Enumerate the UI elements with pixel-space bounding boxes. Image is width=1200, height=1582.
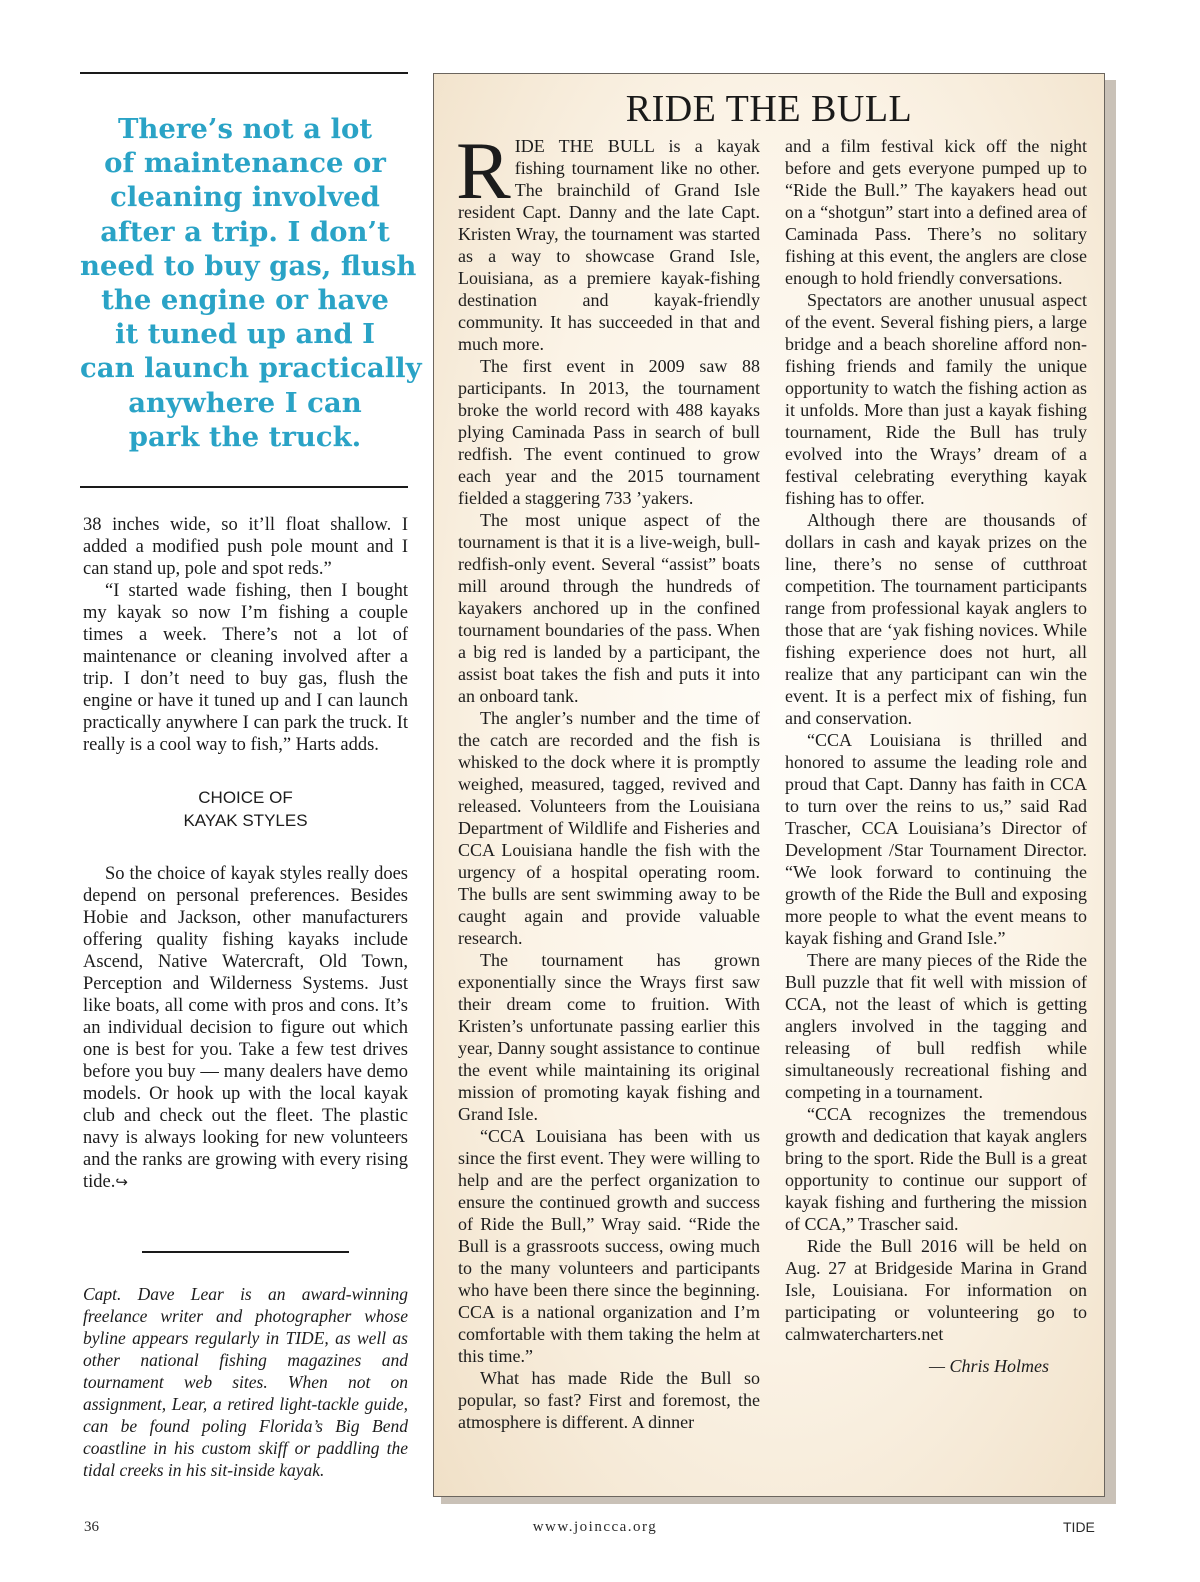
top-rule bbox=[80, 72, 408, 74]
sidebar-paragraph: The tournament has grown exponentially since the Wrays first saw their dream come to fruition. With Kristen’s unfortunate passing earlier this year, Danny sought assistance to continue the event while maintaining its original mission of promoting kayak fishing and Grand Isle. bbox=[458, 950, 760, 1124]
article-paragraph: 38 inches wide, so it’ll float shallow. I added a modified push pole mount and I can stand up, pole and spot reds.” bbox=[83, 515, 408, 579]
sidebar-paragraph: “CCA recognizes the tremendous growth and dedication that kayak anglers bring to the sport. Ride the Bull is a great opportunity to continue our support of kayak fishing and furthering the mission of CCA,” Trascher said. bbox=[785, 1104, 1087, 1234]
subhead-line: KAYAK STYLES bbox=[183, 811, 308, 830]
pull-quote-line: the engine or have bbox=[101, 284, 389, 317]
pull-quote-line: There’s not a lot bbox=[117, 113, 373, 145]
magazine-name: TIDE bbox=[1063, 1519, 1095, 1535]
main-article-column bbox=[83, 514, 408, 1194]
pull-quote-line: park the truck. bbox=[128, 420, 362, 453]
pull-quote-line: after a trip. I don’t bbox=[100, 215, 390, 248]
author-bio: Capt. Dave Lear is an award-winning freelance writer and photographer whose byline appears regularly in TIDE, as well as other national fishing magazines and tournament web sites. When not on assignment, Lear, a retired light-tackle guide, can be found poling Florida’s Big Bend coastline in his custom skiff or paddling the tidal creeks in his sit-inside kayak. bbox=[83, 1284, 408, 1480]
article-paragraph: “I started wade fishing, then I bought my kayak so now I’m fishing a couple times a week. There’s not a lot of maintenance or cleaning involved after a trip. I don’t need to buy gas, flush the engine or have it tuned up and I can launch practically anywhere I can park the truck. It really is a cool way to fish,” Harts adds. bbox=[83, 581, 408, 755]
pull-quote bbox=[80, 112, 422, 454]
sidebar-paragraph: There are many pieces of the Ride the Bull puzzle that fit well with mission of CCA, not the least of which is getting anglers involved in the tagging and releasing of bull redfish while simultaneously recreational fishing and competing in a tournament. bbox=[785, 950, 1087, 1102]
sidebar-column-1 bbox=[456, 125, 760, 1433]
article-paragraph bbox=[83, 863, 408, 1194]
bio-divider-rule bbox=[142, 1251, 349, 1253]
sidebar-paragraph: The most unique aspect of the tournament is that it is a live-weigh, bull-redfish-only event. Several “assist” boats mill around through the hundreds of kayakers anchored up in the confined tournament boundaries of the pass. When a big red is landed by a participant, the assist boat takes the fish and puts it into an onboard tank. bbox=[458, 510, 760, 706]
sidebar-paragraph: Ride the Bull 2016 will be held on Aug. 27 at Bridgeside Marina in Grand Isle, Louisiana. For information on participating or volunteering go to calmwatercharters.net bbox=[785, 1236, 1087, 1344]
pull-quote-line: it tuned up and I bbox=[115, 318, 375, 351]
pull-quote-line: can launch practically bbox=[80, 352, 422, 385]
end-mark-icon: ↪ bbox=[115, 1175, 128, 1191]
drop-cap: R bbox=[456, 125, 511, 216]
section-subhead bbox=[83, 786, 408, 832]
sidebar-title: RIDE THE BULL bbox=[625, 88, 913, 130]
footer-url: www.joincca.org bbox=[532, 1519, 658, 1535]
sidebar-paragraph: “CCA Louisiana is thrilled and honored to assume the leading role and proud that Capt. Danny has faith in CCA to turn over the reins to us,” said Rad Trascher, CCA Louisiana’s Director of Development /Star Tournament Director. “We look forward to continuing the growth of the Ride the Bull and exposing more people to what the event means to kayak fishing and Grand Isle.” bbox=[785, 730, 1087, 948]
sidebar-paragraph: The first event in 2009 saw 88 participants. In 2013, the tournament broke the world record with 488 kayaks plying Caminada Pass in search of bull redfish. The event continued to grow each year and the 2015 tournament fielded a staggering 733 ’yakers. bbox=[458, 356, 760, 508]
pull-quote-line: of maintenance or bbox=[104, 147, 386, 180]
sidebar-byline: — Chris Holmes bbox=[928, 1356, 1049, 1376]
sidebar-paragraph: The angler’s number and the time of the catch are recorded and the fish is whisked to the dock where it is promptly weighed, measured, tagged, revived and released. Volunteers from the Louisiana Department of Wildlife and Fisheries and CCA Louisiana handle the fish with the urgency of a hospital operating room. The bulls are sent swimming away to be caught again and provide valuable research. bbox=[458, 708, 760, 948]
pull-quote-line: cleaning involved bbox=[110, 181, 380, 214]
sidebar-paragraph: “CCA Louisiana has been with us since the first event. They were willing to help and are the perfect organization to ensure the continued growth and success of Ride the Bull,” Wray said. “Ride the Bull is a grassroots success, owing much to the many volunteers and participants who have been there since the beginning. CCA is a national organization and I’m comfortable with them taking the helm at this time.” bbox=[458, 1126, 760, 1366]
pull-quote-line: anywhere I can bbox=[128, 386, 362, 419]
article-paragraph-text: So the choice of kayak styles really does depend on personal preferences. Besides Hobie and Jackson, other manufacturers offering quality fishing kayaks include Ascend, Native Watercraft, Old Town, Perception and Wilderness Systems. Just like boats, all come with pros and cons. It’s an individual decision to figure out which one is best for you. Take a few test drives before you buy — many dealers have demo models. Or hook up with the local kayak club and check out the fleet. The plastic navy is always looking for new volunteers and the ranks are growing with every rising tide. bbox=[83, 864, 408, 1192]
page-number: 36 bbox=[84, 1519, 99, 1535]
sidebar-paragraph: Although there are thousands of dollars in cash and kayak prizes on the line, there’s no sense of cutthroat competition. The tournament participants range from professional kayak anglers to those that are ‘yak fishing novices. While fishing experience does not hurt, all realize that any participant can win the event. It is a perfect mix of fishing, fun and conservation. bbox=[785, 510, 1087, 728]
sidebar-paragraph-text: IDE THE BULL is a kayak fishing tournament like no other. The brainchild of Grand Isle resident Capt. Danny and the late Capt. Kristen Wray, the tournament was started as a way to showcase Grand Isle, Louisiana, as a premiere kayak-fishing destination and kayak-friendly community. It has succeeded in that and much more. bbox=[458, 136, 760, 354]
pull-quote-line: need to buy gas, flush bbox=[80, 249, 417, 282]
subhead-line: CHOICE OF bbox=[198, 788, 293, 807]
pull-quote-bottom-rule bbox=[80, 486, 408, 488]
sidebar-paragraph: What has made Ride the Bull so popular, so fast? First and foremost, the atmosphere is different. A dinner bbox=[458, 1368, 760, 1432]
sidebar-paragraph bbox=[456, 125, 760, 355]
sidebar-paragraph: and a film festival kick off the night before and gets everyone pumped up to “Ride the Bull.” The kayakers head out on a “shotgun” start into a defined area of Caminada Pass. There’s no solitary fishing at this event, the anglers are close enough to hold friendly conversations. bbox=[785, 136, 1087, 288]
sidebar-paragraph: Spectators are another unusual aspect of the event. Several fishing piers, a large bridge and a beach shoreline afford non-fishing friends and family the unique opportunity to watch the fishing action as it unfolds. More than just a kayak fishing tournament, Ride the Bull has truly evolved into the Wrays’ dream of a festival celebrating everything kayak fishing has to offer. bbox=[785, 290, 1087, 508]
sidebar-column-2 bbox=[785, 135, 1087, 1377]
